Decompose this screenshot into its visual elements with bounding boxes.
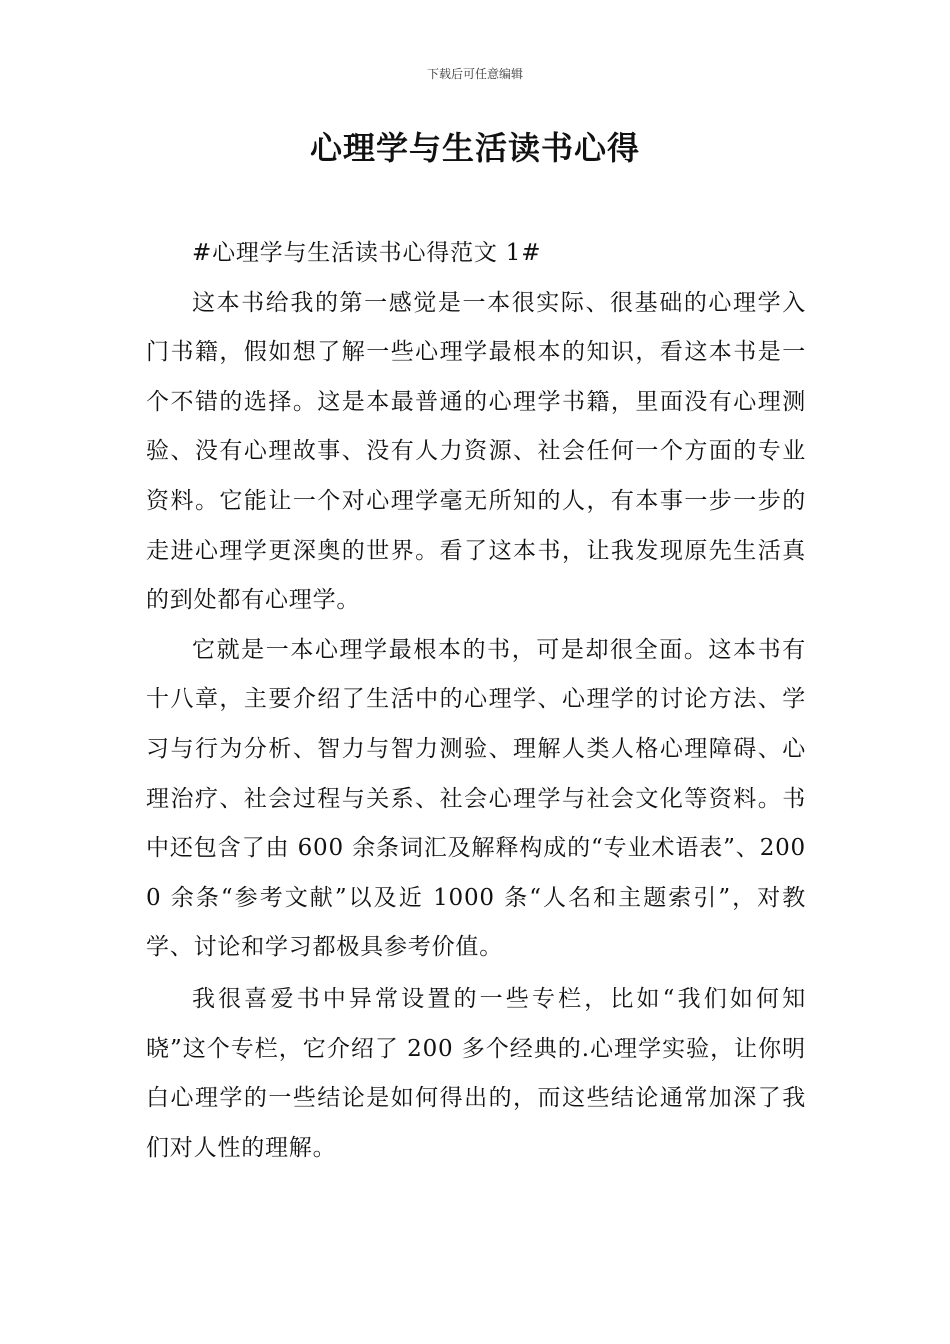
paragraph-3: 我很喜爱书中异常设置的一些专栏，比如“我们如何知晓”这个专栏，它介绍了 200 多个经典的.心理学实验，让你明白心理学的一些结论是如何得出的，而这些结论通常加深了我们对人性的理解。 xyxy=(146,985,806,1161)
section-subheading: #心理学与生活读书心得范文 1# xyxy=(192,240,542,266)
paragraph-1: 这本书给我的第一感觉是一本很实际、很基础的心理学入门书籍，假如想了解一些心理学最根本的知识，看这本书是一个不错的选择。这是本最普通的心理学书籍，里面没有心理测验、没有心理故事、没有人力资源、社会任何一个方面的专业资料。它能让一个对心理学毫无所知的人，有本事一步一步的走进心理学更深奥的世界。看了这本书，让我发现原先生活真的到处都有心理学。 xyxy=(146,289,806,614)
document-title: 心理学与生活读书心得 xyxy=(309,129,640,167)
document-body xyxy=(146,229,806,1173)
header-note: 下载后可任意编辑 xyxy=(426,67,523,81)
paragraph-2: 它就是一本心理学最根本的书，可是却很全面。这本书有十八章，主要介绍了生活中的心理学、心理学的讨论方法、学习与行为分析、智力与智力测验、理解人类人格心理障碍、心理治疗、社会过程与关系、社会心理学与社会文化等资料。书中还包含了由 600 余条词汇及解释构成的“专业术语表”、2000 余条“参考文献”以及近 1000 条“人名和主题索引”，对教学、讨论和学习都极具参考价值。 xyxy=(146,636,806,961)
